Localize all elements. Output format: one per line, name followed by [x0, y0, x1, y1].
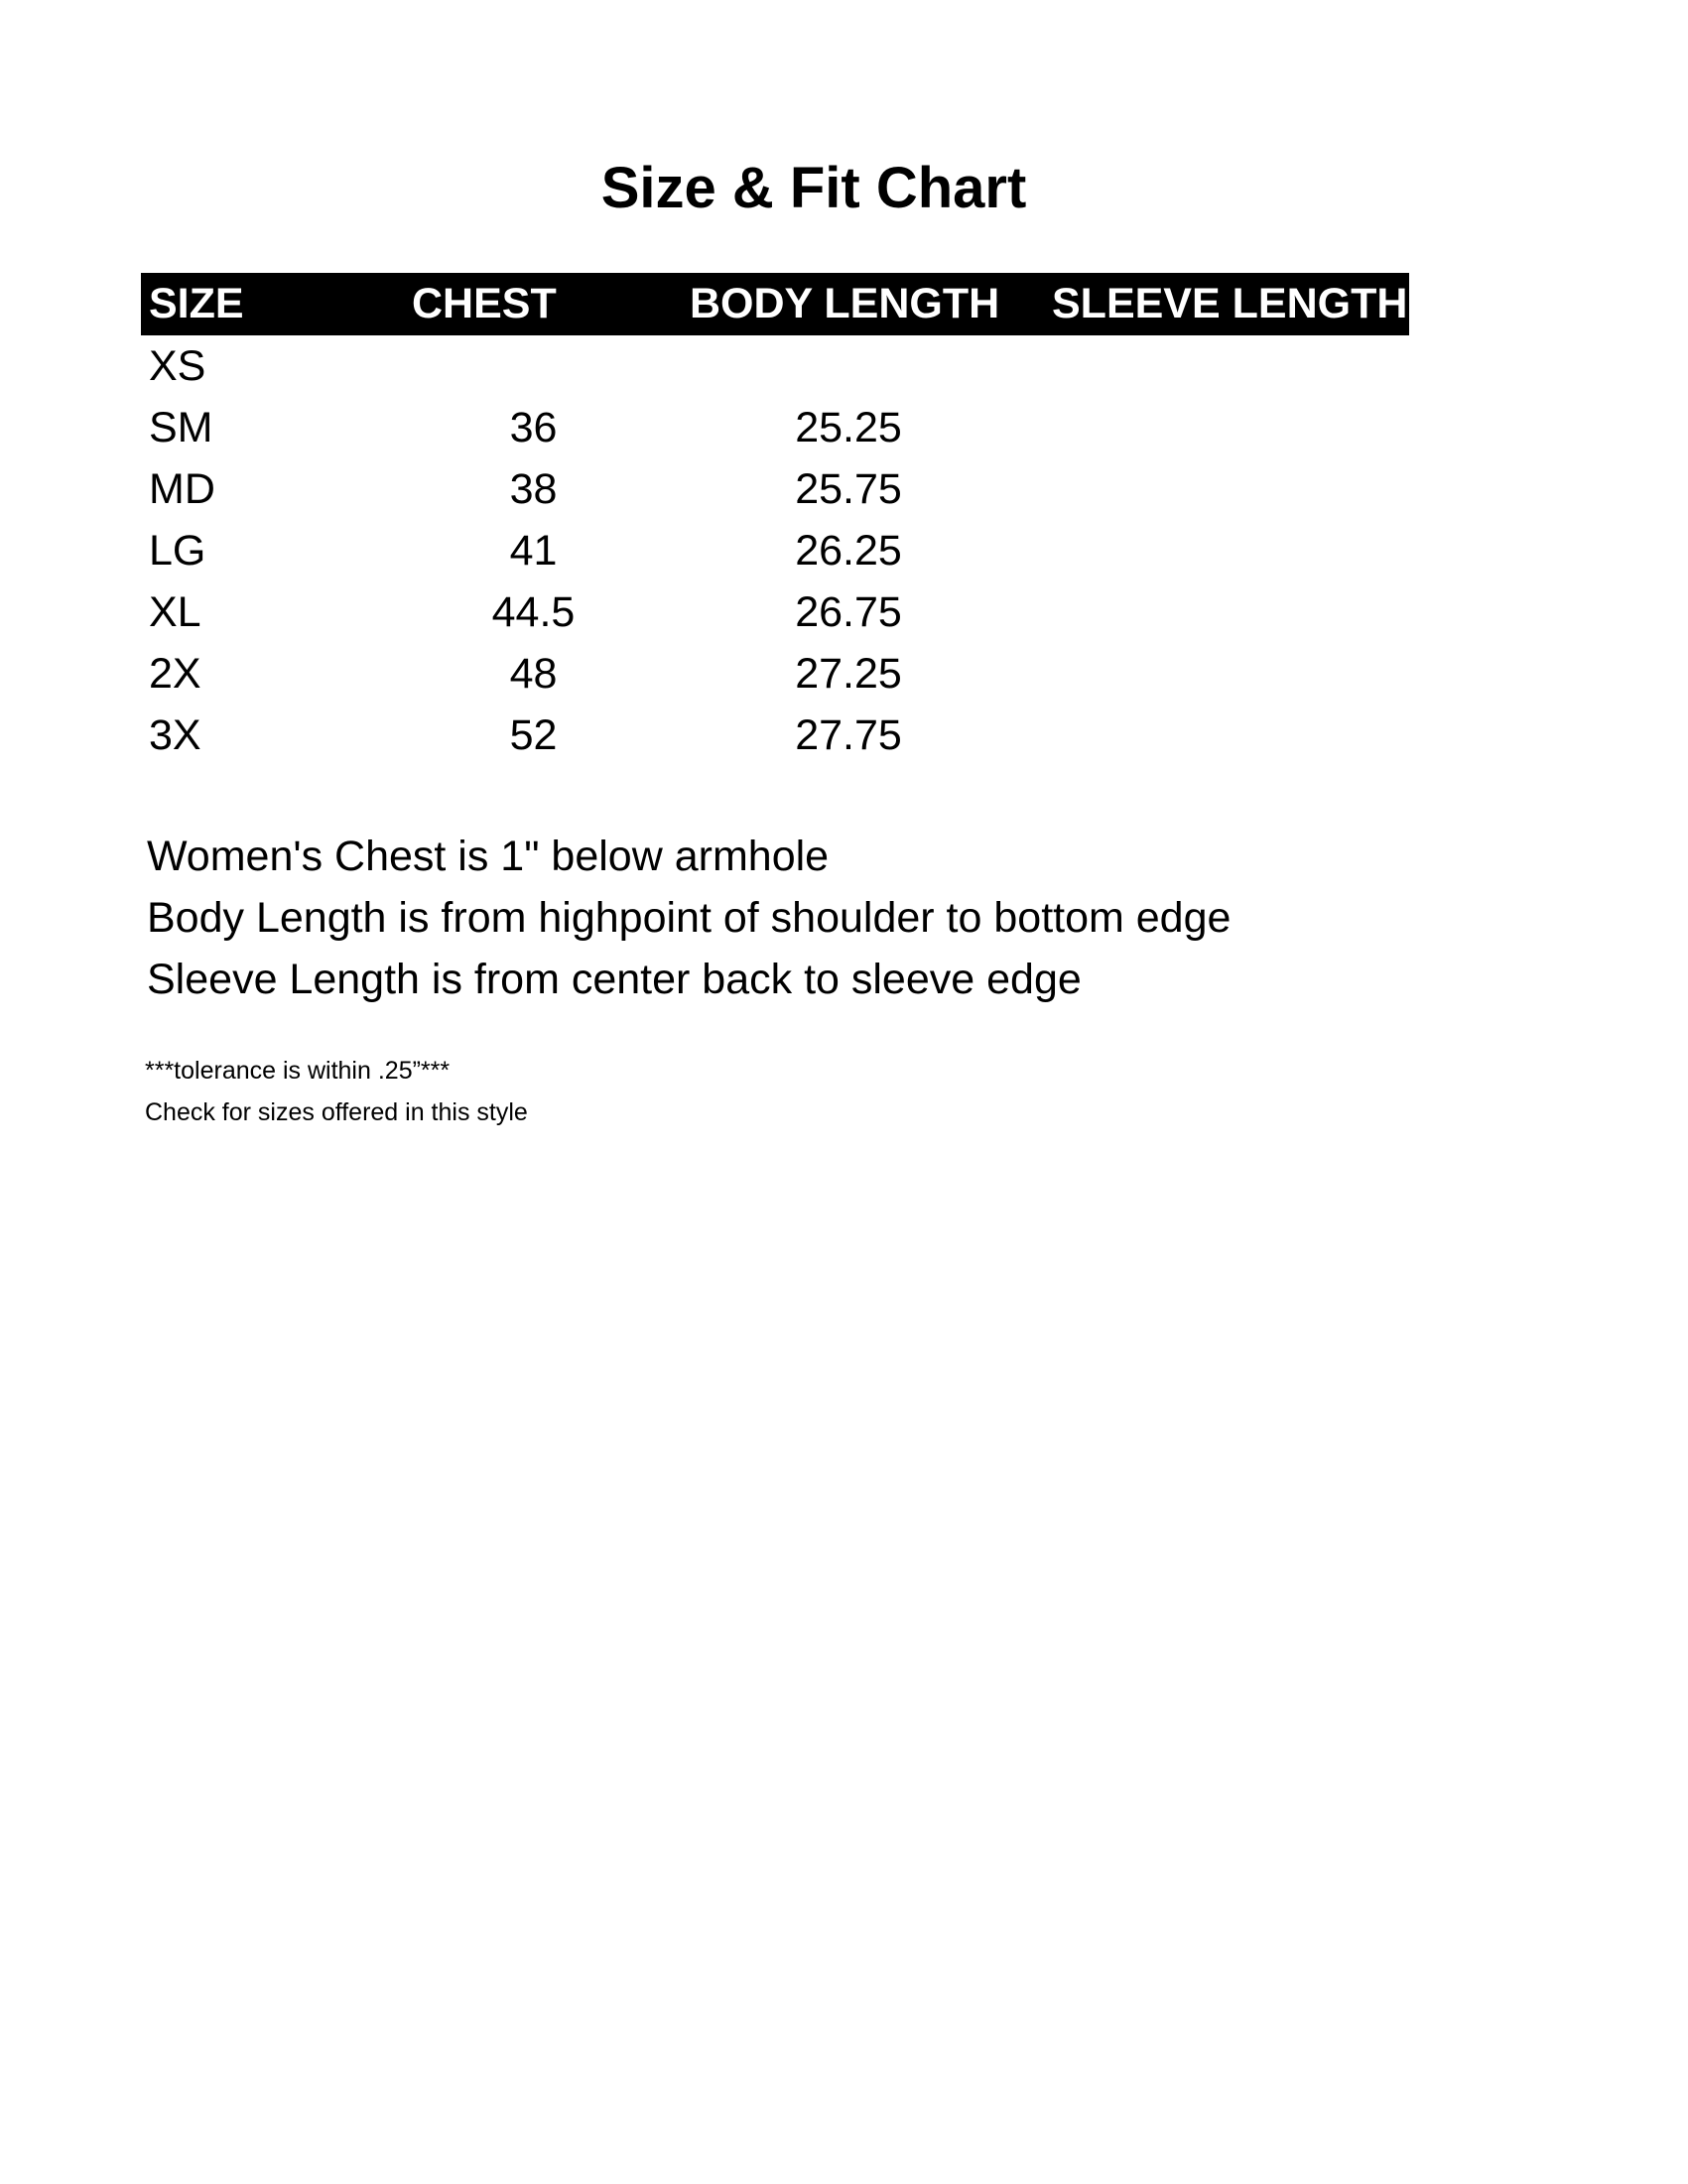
- table-row: [141, 397, 1409, 458]
- page-title: Size & Fit Chart: [600, 156, 1027, 220]
- note-sleeve-length: Sleeve Length is from center back to sleeve edge: [147, 956, 1082, 1003]
- chest-cell: 36: [509, 404, 558, 451]
- chest-cell: 44.5: [491, 588, 576, 636]
- table-row: [141, 520, 1409, 581]
- body-length-cell: 25.25: [795, 404, 902, 451]
- size-cell: SM: [149, 404, 213, 451]
- chest-cell: [377, 335, 690, 397]
- footnotes: [145, 1050, 528, 1133]
- table-row: [141, 581, 1409, 643]
- table-row: [141, 705, 1409, 766]
- body-length-cell: 27.75: [795, 711, 902, 759]
- sleeve-length-cell: [1007, 643, 1409, 705]
- body-length-cell: 27.25: [795, 650, 902, 698]
- table-row: [141, 458, 1409, 520]
- column-header-body-length: BODY LENGTH: [690, 280, 1000, 327]
- sleeve-length-cell: [1007, 520, 1409, 581]
- table-row: [141, 335, 1409, 397]
- column-header-sleeve-length: SLEEVE LENGTH: [1052, 280, 1408, 327]
- chest-cell: 48: [509, 650, 558, 698]
- size-cell: XS: [149, 342, 206, 390]
- size-cell: XL: [149, 588, 201, 636]
- column-header-size: SIZE: [149, 280, 244, 327]
- note-chest: Women's Chest is 1" below armhole: [147, 833, 830, 880]
- measurement-notes: [147, 826, 1231, 1010]
- size-cell: 2X: [149, 650, 201, 698]
- table-row: [141, 643, 1409, 705]
- chest-cell: 38: [509, 465, 558, 513]
- footnote-tolerance: ***tolerance is within .25”***: [145, 1057, 451, 1085]
- size-cell: 3X: [149, 711, 201, 759]
- body-length-cell: 25.75: [795, 465, 902, 513]
- footnote-sizes-check: Check for sizes offered in this style: [145, 1098, 528, 1126]
- sleeve-length-cell: [1007, 581, 1409, 643]
- note-body-length: Body Length is from highpoint of shoulder to bottom edge: [147, 894, 1232, 942]
- body-length-cell: [690, 335, 1007, 397]
- table-header-row: [141, 273, 1409, 335]
- size-cell: LG: [149, 527, 206, 575]
- chest-cell: 52: [509, 711, 558, 759]
- size-cell: MD: [149, 465, 215, 513]
- sleeve-length-cell: [1007, 335, 1409, 397]
- sleeve-length-cell: [1007, 705, 1409, 766]
- body-length-cell: 26.75: [795, 588, 902, 636]
- body-length-cell: 26.25: [795, 527, 902, 575]
- sleeve-length-cell: [1007, 458, 1409, 520]
- chest-cell: 41: [509, 527, 558, 575]
- column-header-chest: CHEST: [412, 280, 557, 327]
- sleeve-length-cell: [1007, 397, 1409, 458]
- size-chart-table: [141, 273, 1409, 766]
